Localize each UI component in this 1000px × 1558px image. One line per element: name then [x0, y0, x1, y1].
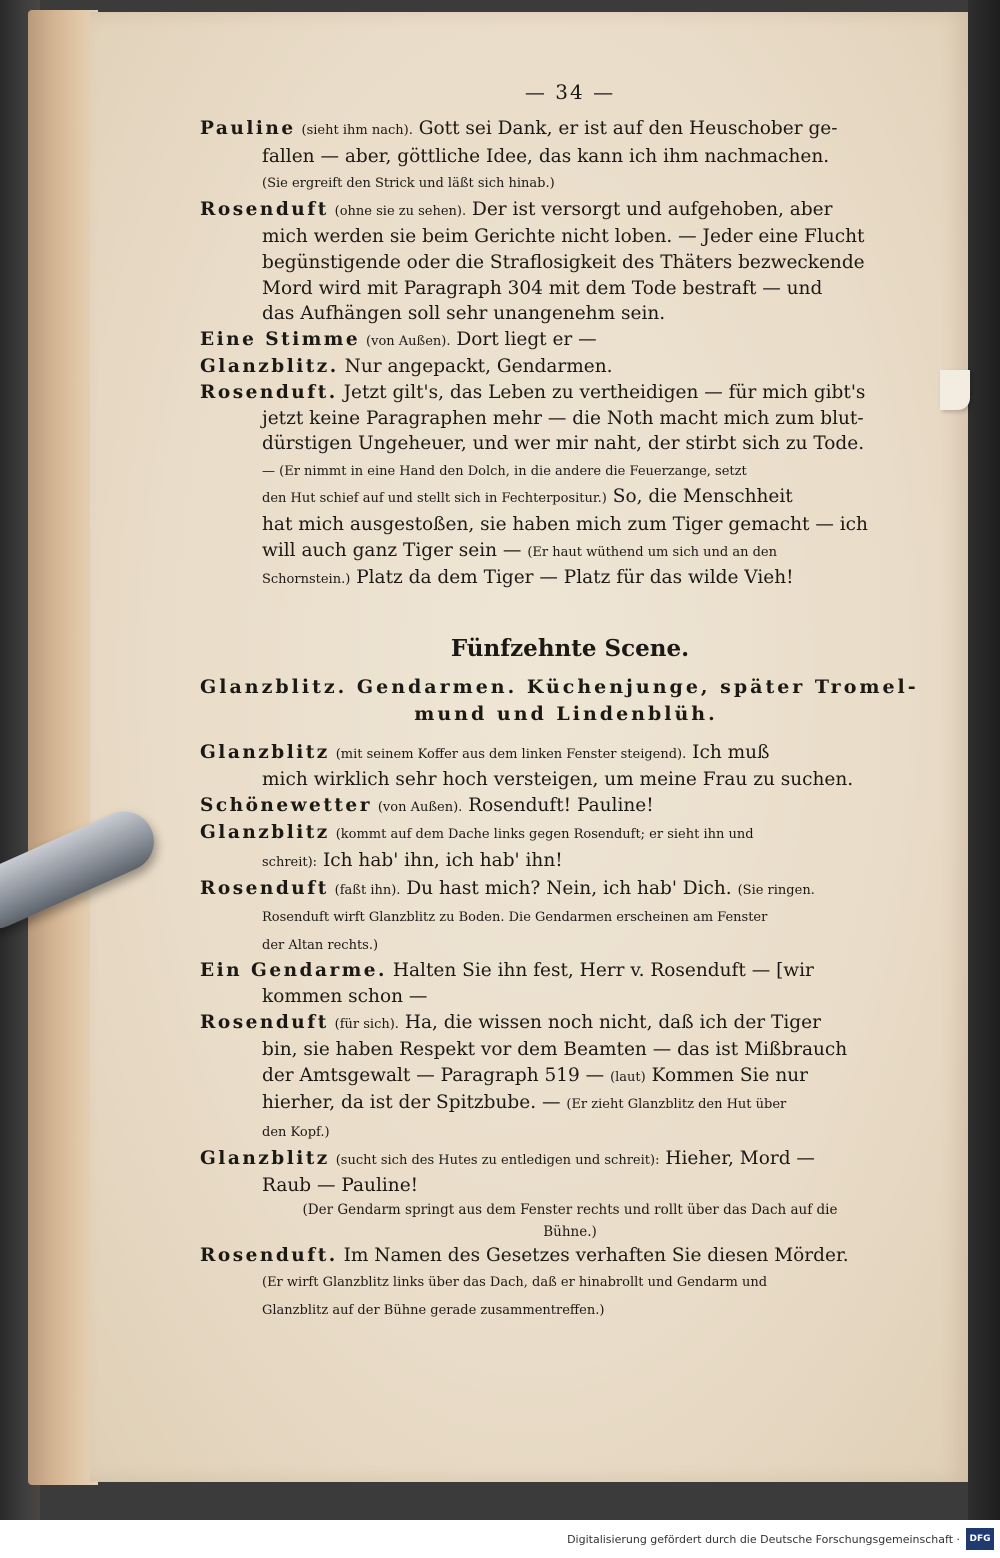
dialogue-rosenduft [200, 876, 940, 959]
stage-direction: (ohne sie zu sehen). [334, 203, 467, 219]
line-text: hat mich ausgestoßen, sie haben mich zum Tiger gemacht — ich [262, 513, 868, 535]
speaker: Glanzblitz [200, 1147, 330, 1169]
line-text: Ich muß [692, 741, 770, 763]
line-text: Rosenduft! Pauline! [468, 794, 654, 816]
line-text: Der ist versorgt und aufgehoben, aber [472, 198, 833, 220]
folded-page-corner [940, 370, 970, 410]
footer-bar [0, 1520, 1000, 1558]
speaker: Schönewetter [200, 794, 372, 816]
dialogue-ein-gendarme [200, 958, 940, 1009]
scene-character-list [200, 674, 940, 728]
scene-heading: Fünfzehnte Scene. [450, 634, 690, 662]
dialogue-eine-stimme [200, 327, 940, 355]
line-text: So, die Menschheit [612, 486, 793, 508]
dialogue-rosenduft [200, 1010, 940, 1146]
dialogue-glanzblitz [200, 820, 940, 875]
line-text: mich werden sie beim Gerichte nicht loben. — Jeder eine Flucht [262, 226, 865, 248]
line-text: Ich hab' ihn, ich hab' ihn! [322, 850, 563, 872]
speaker: Rosenduft [200, 198, 329, 220]
line-text: will auch ganz Tiger sein — [262, 539, 522, 561]
stage-direction: (mit seinem Koffer aus dem linken Fenster steigend). [335, 746, 687, 762]
speaker: Glanzblitz [200, 822, 330, 844]
stage-direction: (kommt auf dem Dache links gegen Rosenduft; er sieht ihn und [335, 827, 754, 843]
speaker: Glanzblitz [200, 741, 330, 763]
stage-direction: (laut) [610, 1069, 646, 1085]
page-stack-edge [28, 10, 98, 1485]
stage-direction: Glanzblitz auf der Bühne gerade zusammentreffen.) [262, 1302, 605, 1318]
stage-direction: (sucht sich des Hutes zu entledigen und schreit): [335, 1152, 660, 1168]
dfg-logo: DFG [966, 1528, 994, 1550]
line-text: Dort liegt er — [456, 328, 597, 350]
line-text: Im Namen des Gesetzes verhaften Sie diesen Mörder. [343, 1244, 849, 1266]
speaker: Pauline [200, 118, 296, 139]
line-text: Mord wird mit Paragraph 304 mit dem Tode bestraft — und [262, 277, 823, 299]
stage-direction: der Altan rechts.) [262, 937, 379, 953]
scan-background-right [968, 0, 1000, 1520]
character-list-line: mund und Lindenblüh. [414, 702, 718, 725]
stage-direction: Bühne.) [543, 1223, 597, 1240]
line-text: jetzt keine Paragraphen mehr — die Noth macht mich zum blut- [262, 407, 864, 429]
dialogue-glanzblitz [200, 740, 940, 793]
page-content [200, 80, 940, 1324]
speaker: Rosenduft [200, 1011, 329, 1033]
line-text: Platz da dem Tiger — Platz für das wilde Vieh! [356, 567, 794, 589]
stage-direction: (sieht ihm nach). [301, 123, 413, 138]
stage-direction: Rosenduft wirft Glanzblitz zu Boden. Die Gendarmen erscheinen am Fenster [262, 910, 768, 926]
line-text: Ha, die wissen noch nicht, daß ich der Tiger [404, 1011, 821, 1033]
stage-direction: Schornstein.) [262, 572, 351, 588]
line-text: das Aufhängen soll sehr unangenehm sein. [262, 303, 666, 325]
stage-direction: (Er haut wüthend um sich und an den [527, 544, 777, 560]
line-text: hierher, da ist der Spitzbube. — [262, 1092, 561, 1114]
line-text: mich wirklich sehr hoch versteigen, um meine Frau zu suchen. [262, 769, 854, 791]
stage-direction: (Sie ergreift den Strick und läßt sich hinab.) [262, 176, 555, 192]
speaker: Eine Stimme [200, 328, 361, 350]
line-text: dürstigen Ungeheuer, und wer mir naht, der stirbt sich zu Tode. [262, 433, 865, 455]
line-text: kommen schon — [262, 986, 428, 1008]
line-text: fallen — aber, göttliche Idee, das kann ich ihm nachmachen. [262, 145, 830, 167]
stage-direction: — (Er nimmt in eine Hand den Dolch, in die andere die Feuerzange, setzt [262, 463, 747, 479]
stage-direction: (Er wirft Glanzblitz links über das Dach, daß er hinabrollt und Gendarm und [262, 1275, 768, 1291]
dialogue-rosenduft [200, 380, 940, 593]
stage-direction: (Er zieht Glanzblitz den Hut über [566, 1097, 787, 1113]
stage-direction: (Der Gendarm springt aus dem Fenster rechts und rollt über das Dach auf die [302, 1201, 838, 1218]
line-text: der Amtsgewalt — Paragraph 519 — [262, 1064, 605, 1086]
line-text: Gott sei Dank, er ist auf den Heuschober ge- [418, 118, 838, 139]
stage-direction-block [200, 1199, 940, 1243]
stage-direction: (von Außen). [377, 799, 463, 815]
speaker: Rosenduft [200, 877, 329, 899]
stage-direction: (faßt ihn). [334, 882, 401, 898]
line-text: Halten Sie ihn fest, Herr v. Rosenduft — [wir [392, 960, 814, 982]
stage-direction: (von Außen). [366, 333, 451, 349]
speaker: Ein Gendarme. [200, 960, 387, 982]
stage-direction: den Kopf.) [262, 1125, 330, 1140]
speaker: Rosenduft. [200, 1244, 338, 1266]
page-number: — 34 — [524, 80, 616, 104]
stage-direction: schreit): [262, 855, 318, 871]
speaker: Rosenduft. [200, 381, 338, 403]
dialogue-schoenewetter [200, 793, 940, 821]
dialogue-rosenduft [200, 197, 940, 327]
line-text: Raub — Pauline! [262, 1175, 419, 1197]
dialogue-glanzblitz [200, 354, 940, 380]
line-text: Jetzt gilt's, das Leben zu vertheidigen — für mich gibt's [343, 381, 866, 403]
speaker: Glanzblitz. [200, 356, 339, 378]
line-text: bin, sie haben Respekt vor dem Beamten — das ist Mißbrauch [262, 1039, 848, 1061]
line-text: Kommen Sie nur [651, 1064, 809, 1086]
line-text: Nur angepackt, Gendarmen. [344, 356, 613, 378]
stage-direction: (für sich). [334, 1016, 399, 1032]
dialogue-glanzblitz [200, 1146, 940, 1199]
dialogue-rosenduft [200, 1243, 940, 1324]
character-list-line: Glanzblitz. Gendarmen. Küchenjunge, später Tromel- [200, 675, 919, 698]
line-text: Du hast mich? Nein, ich hab' Dich. [406, 877, 732, 899]
footer-credit: Digitalisierung gefördert durch die Deutsche Forschungsgemeinschaft · [567, 1533, 960, 1546]
line-text: Hieher, Mord — [665, 1147, 815, 1169]
line-text: begünstigende oder die Straflosigkeit des Thäters bezweckende [262, 251, 865, 273]
stage-direction: (Sie ringen. [737, 882, 815, 898]
stage-direction: den Hut schief auf und stellt sich in Fechterpositur.) [262, 491, 607, 507]
dialogue-pauline [200, 116, 940, 197]
